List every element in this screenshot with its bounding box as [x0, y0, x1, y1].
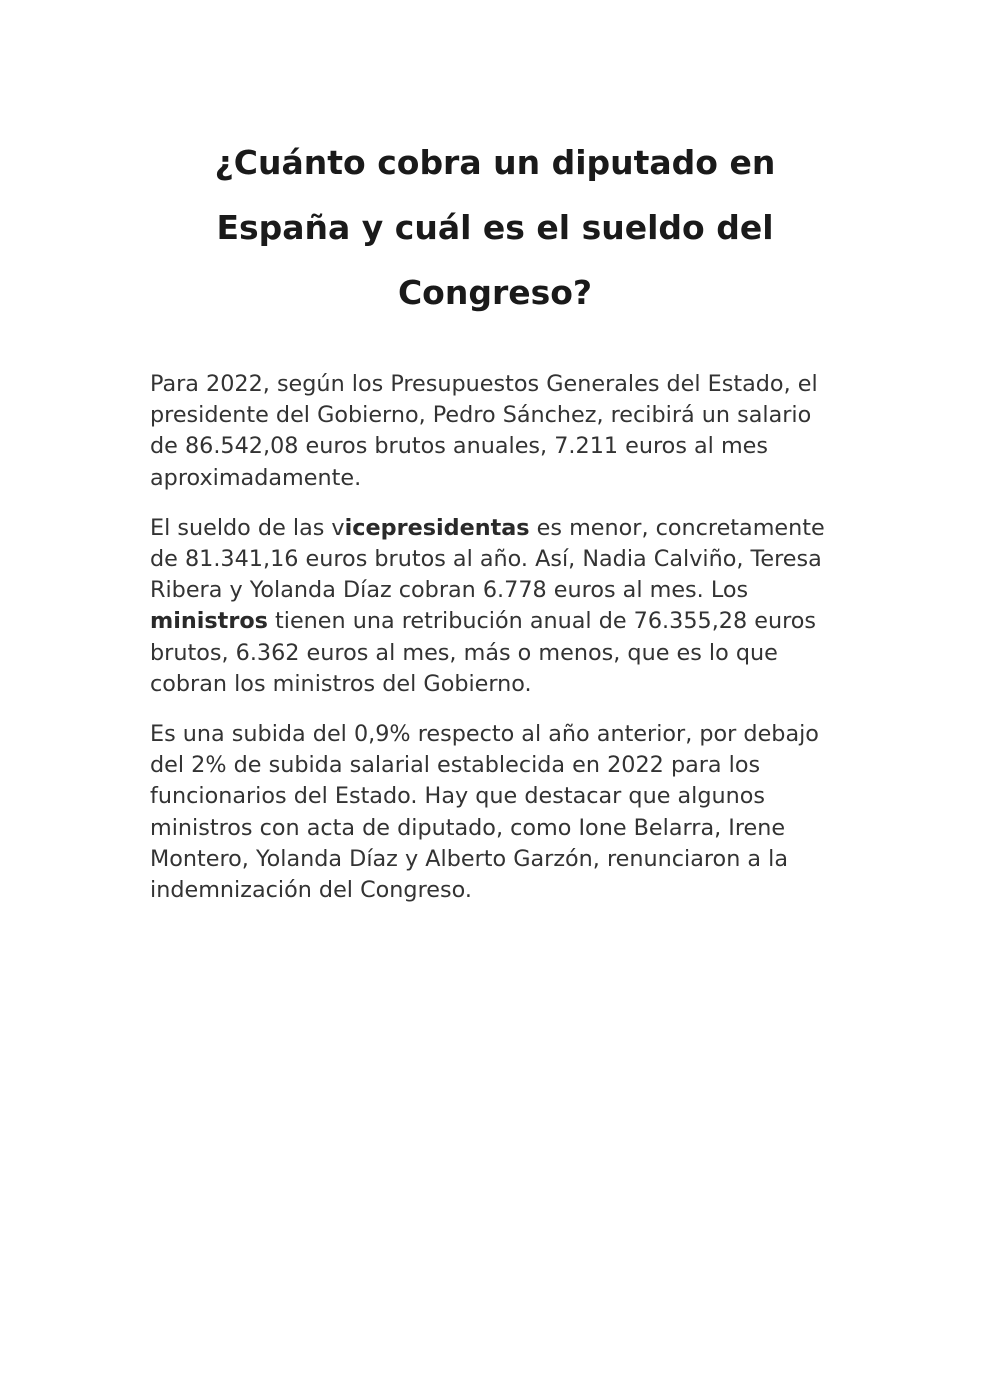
bold-term-ministros: ministros [150, 608, 268, 635]
paragraph-president-salary: Para 2022, según los Presupuestos Generales del Estado, el presidente del Gobierno, Pedro Sánchez, recibirá un salario de 86.542,08 euros brutos anuales, 7.211 euros al mes aproximadamente. [150, 371, 818, 491]
paragraph-vicepresidents-ministers [150, 513, 840, 700]
paragraph-text: El sueldo de las v [150, 514, 345, 541]
article [150, 130, 840, 925]
article-title: ¿Cuánto cobra un diputado en España y cuál es el sueldo del Congreso? [214, 143, 776, 312]
bold-term-vicepresidentas: icepresidentas [344, 514, 530, 541]
paragraph-salary-increase: Es una subida del 0,9% respecto al año anterior, por debajo del 2% de subida salarial establecida en 2022 para los funcionarios del Estado. Hay que destacar que algunos ministros con acta de diputado, como Ione Belarra, Irene Montero, Yolanda Díaz y Alberto Garzón, renunciaron a la indemnización del Congreso. [150, 721, 819, 904]
paragraph-text: es menor, concretamente de 81.341,16 euros brutos al año. Así, Nadia Calviño, Teresa Ribera y Yolanda Díaz cobran 6.778 euros al mes. Los [150, 514, 825, 604]
paragraph-text: tienen una retribución anual de 76.355,28 euros brutos, 6.362 euros al mes, más o menos, que es lo que cobran los ministros del Gobierno. [150, 608, 817, 697]
